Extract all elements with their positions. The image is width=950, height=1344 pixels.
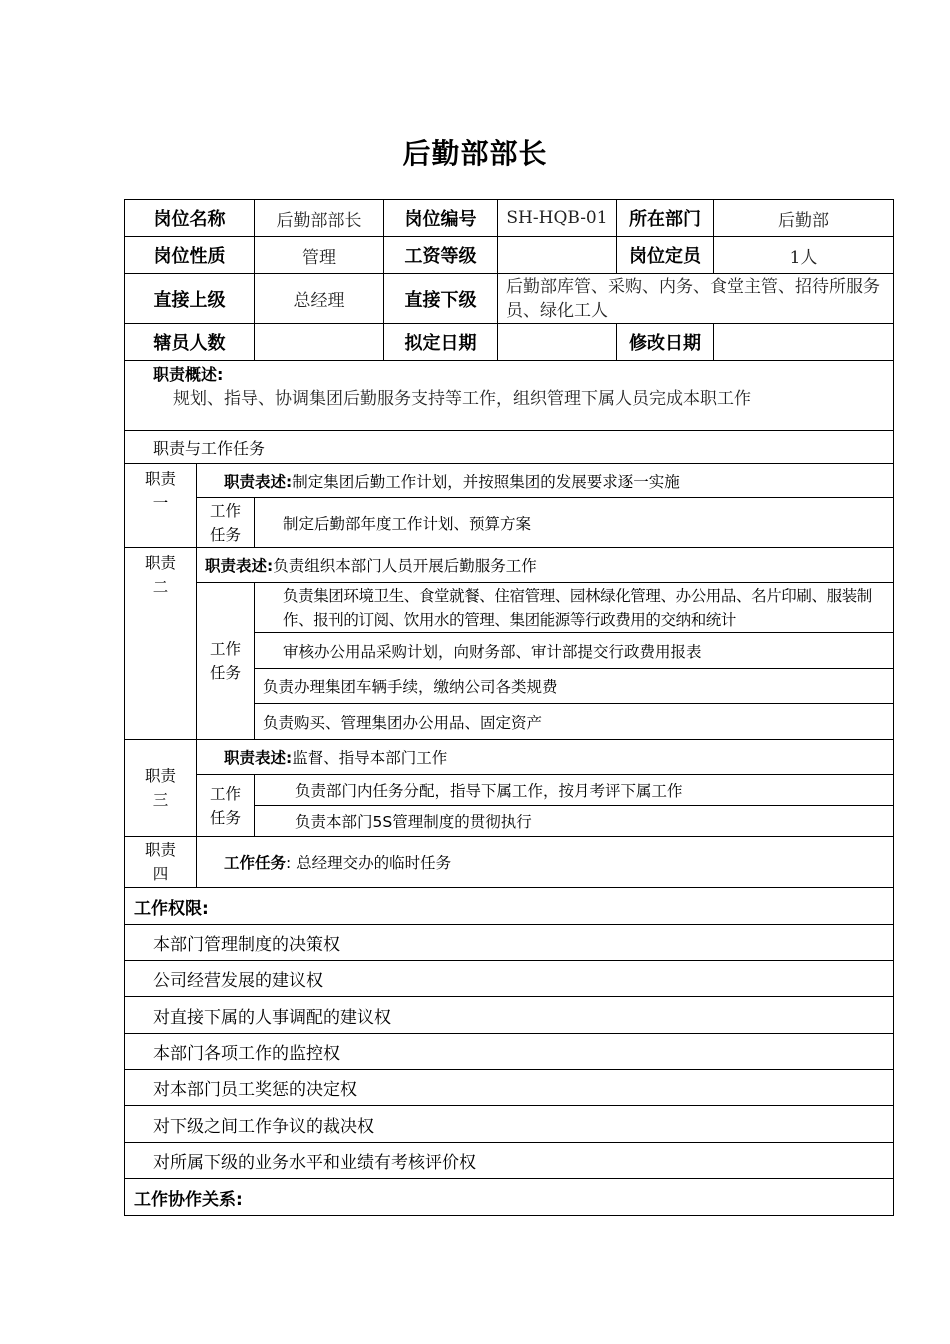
duty4-task: 总经理交办的临时任务 xyxy=(296,854,452,872)
subordinate-label: 直接下级 xyxy=(384,274,498,324)
summary-text: 规划、指导、协调集团后勤服务支持等工作，组织管理下属人员完成本职工作 xyxy=(173,389,751,409)
table-row xyxy=(125,361,894,431)
authority-item: 对下级之间工作争议的裁决权 xyxy=(125,1106,894,1143)
duty3-task-1: 负责部门内任务分配，指导下属工作，按月考评下属工作 xyxy=(255,775,894,806)
quota-value: 1人 xyxy=(714,237,894,274)
staff-value xyxy=(255,324,384,361)
table-row xyxy=(125,200,894,237)
authority-label: 工作权限: xyxy=(125,888,894,925)
duty3-desc-cell xyxy=(197,740,894,775)
duties-heading: 职责与工作任务 xyxy=(125,431,894,464)
list-item xyxy=(125,1106,894,1143)
duty1-task-label-line1: 工作 xyxy=(209,501,241,520)
superior-value: 总经理 xyxy=(255,274,384,324)
grade-value xyxy=(498,237,617,274)
post-code-label: 岗位编号 xyxy=(384,200,498,237)
table-row xyxy=(125,274,894,324)
duty2-task-label xyxy=(197,583,255,740)
list-item xyxy=(125,997,894,1034)
duty3-name-line1: 职责 xyxy=(144,767,176,785)
duty1-task-label-line2: 任务 xyxy=(209,525,241,544)
authority-item: 公司经营发展的建议权 xyxy=(125,961,894,997)
job-description-table xyxy=(124,199,894,1216)
duty2-desc: 负责组织本部门人员开展后勤服务工作 xyxy=(273,557,537,575)
revise-date-value xyxy=(714,324,894,361)
duty4-name xyxy=(125,837,197,888)
duty3-task-label-line2: 任务 xyxy=(209,808,241,827)
table-row xyxy=(125,837,894,888)
authority-item: 对所属下级的业务水平和业绩有考核评价权 xyxy=(125,1143,894,1179)
duty2-task-4: 负责购买、管理集团办公用品、固定资产 xyxy=(255,704,894,740)
table-row xyxy=(125,324,894,361)
list-item xyxy=(125,1070,894,1106)
duty2-desc-cell xyxy=(197,548,894,583)
duty4-task-cell: 工作任务: 总经理交办的临时任务 xyxy=(197,837,894,888)
post-name-label: 岗位名称 xyxy=(125,200,255,237)
summary-cell xyxy=(125,361,894,431)
staff-label: 辖员人数 xyxy=(125,324,255,361)
post-code-value: SH-HQB-01 xyxy=(498,200,617,237)
post-name-value: 后勤部部长 xyxy=(255,200,384,237)
duty1-desc-cell xyxy=(197,464,894,498)
table-row xyxy=(125,583,894,633)
duty2-name-line2: 二 xyxy=(152,578,169,596)
duty3-task-label xyxy=(197,775,255,837)
table-row xyxy=(125,464,894,498)
table-row xyxy=(125,740,894,775)
table-row xyxy=(125,548,894,583)
duty1-name xyxy=(125,464,197,548)
table-row xyxy=(125,498,894,548)
list-item xyxy=(125,925,894,961)
duty2-name xyxy=(125,548,197,740)
table-row xyxy=(125,775,894,806)
duty2-task-label-line1: 工作 xyxy=(209,640,241,658)
duty1-desc-label: 职责表述: xyxy=(224,472,293,491)
collaboration-label: 工作协作关系: xyxy=(125,1179,894,1216)
duty1-task-label xyxy=(197,498,255,548)
duty3-desc-label: 职责表述: xyxy=(224,749,293,767)
duty2-task-label-line2: 任务 xyxy=(209,664,241,682)
authority-item: 对本部门员工奖惩的决定权 xyxy=(125,1070,894,1106)
table-row xyxy=(125,888,894,925)
duty1-desc: 制定集团后勤工作计划，并按照集团的发展要求逐一实施 xyxy=(292,472,680,491)
dept-label: 所在部门 xyxy=(617,200,714,237)
duty3-name-line2: 三 xyxy=(152,791,169,809)
authority-item: 对直接下属的人事调配的建议权 xyxy=(125,997,894,1034)
table-row xyxy=(125,237,894,274)
duty2-task-3: 负责办理集团车辆手续，缴纳公司各类规费 xyxy=(255,669,894,704)
duty2-name-line1: 职责 xyxy=(144,554,176,572)
draft-date-value xyxy=(498,324,617,361)
list-item xyxy=(125,961,894,997)
duty1-task-1: 制定后勤部年度工作计划、预算方案 xyxy=(255,498,894,548)
subordinate-value: 后勤部库管、采购、内务、食堂主管、招待所服务员、绿化工人 xyxy=(498,274,894,324)
revise-date-label: 修改日期 xyxy=(617,324,714,361)
duty1-name-line2: 一 xyxy=(152,494,169,512)
draft-date-label: 拟定日期 xyxy=(384,324,498,361)
dept-value: 后勤部 xyxy=(714,200,894,237)
nature-label: 岗位性质 xyxy=(125,237,255,274)
duty2-desc-label: 职责表述: xyxy=(205,557,274,575)
duty3-desc: 监督、指导本部门工作 xyxy=(292,749,448,767)
authority-item: 本部门各项工作的监控权 xyxy=(125,1034,894,1070)
duty2-task-2: 审核办公用品采购计划，向财务部、审计部提交行政费用报表 xyxy=(255,633,894,669)
duty4-task-label: 工作任务 xyxy=(224,854,287,872)
grade-label: 工资等级 xyxy=(384,237,498,274)
duty4-name-line1: 职责 xyxy=(144,841,176,859)
duty2-task-1: 负责集团环境卫生、食堂就餐、住宿管理、园林绿化管理、办公用品、名片印刷、服装制作、报刊的订阅、饮用水的管理、集团能源等行政费用的交纳和统计 xyxy=(255,583,894,633)
quota-label: 岗位定员 xyxy=(617,237,714,274)
authority-item: 本部门管理制度的决策权 xyxy=(125,925,894,961)
list-item xyxy=(125,1034,894,1070)
duty3-name xyxy=(125,740,197,837)
table-row xyxy=(125,1179,894,1216)
table-row xyxy=(125,431,894,464)
summary-label: 职责概述: xyxy=(153,365,224,384)
nature-value: 管理 xyxy=(255,237,384,274)
superior-label: 直接上级 xyxy=(125,274,255,324)
duty4-name-line2: 四 xyxy=(152,865,169,883)
list-item xyxy=(125,1143,894,1179)
duty1-name-line1: 职责 xyxy=(144,470,176,488)
page-title: 后勤部部长 xyxy=(402,137,548,170)
duty3-task-2: 负责本部门5S管理制度的贯彻执行 xyxy=(255,806,894,837)
duty3-task-label-line1: 工作 xyxy=(209,784,241,803)
